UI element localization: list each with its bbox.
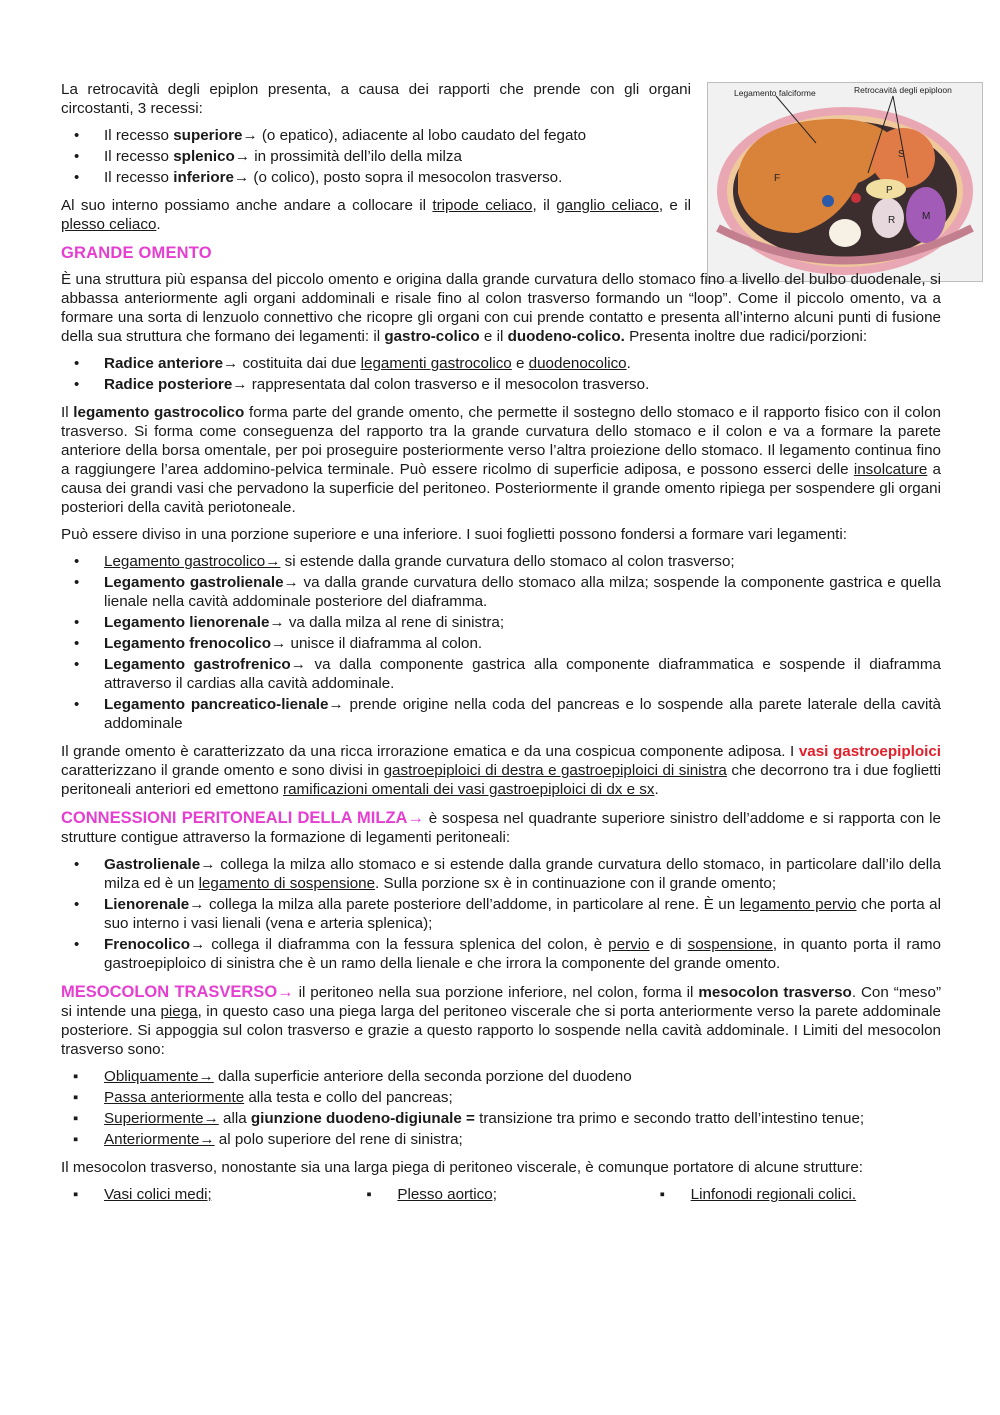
division-paragraph: Può essere diviso in una porzione superiore e una inferiore. I suoi foglietti possono fondersi a formare vari legamenti:: [61, 526, 847, 543]
figure-letter-s: S: [898, 149, 905, 160]
document-page: [61, 80, 941, 1204]
list-item: • Legamento gastrofrenico→ va dalla componente gastrica alla componente diaframmatica e sospende il diaframma attraverso il cardias alla cavità addominale.: [61, 655, 941, 693]
list-item: ▪ Anteriormente→ al polo superiore del rene di sinistra;: [61, 1130, 941, 1149]
list-item: • Legamento lienorenale→ va dalla milza al rene di sinistra;: [61, 613, 941, 632]
milza-list: [61, 855, 941, 973]
strutture-paragraph: Il mesocolon trasverso, nonostante sia una larga piega di peritoneo viscerale, è comunque portatore di alcune strutture:: [61, 1159, 864, 1176]
figure-letter-p: P: [886, 185, 893, 196]
recesses-list: [61, 126, 941, 187]
list-item: • Radice posteriore→ rappresentata dal colon trasverso e il mesocolon trasverso.: [61, 375, 941, 394]
list-item: ▪ Passa anteriormente alla testa e collo del pancreas;: [61, 1088, 941, 1107]
list-item: • Il recesso splenico→ in prossimità dell’ilo della milza: [61, 147, 694, 166]
list-item: • Legamento pancreatico-lienale→ prende origine nella coda del pancreas e lo sospende alla parete laterale della cavità addominale: [61, 695, 941, 733]
heading-grande-omento: GRANDE OMENTO: [61, 244, 212, 262]
radici-list: [61, 354, 941, 394]
figure-label-falciform: Legamento falciforme: [734, 88, 816, 98]
list-item: ▪ Superiormente→ alla giunzione duodeno-digiunale = transizione tra primo e secondo tratto dell’intestino tenue;: [61, 1109, 941, 1128]
intro-paragraph: La retrocavità degli epiplon presenta, a causa dei rapporti che prende con gli organi circostanti, 3 recessi:: [61, 81, 691, 117]
list-item: • Il recesso superiore→ (o epatico), adiacente al lobo caudato del fegato: [61, 126, 694, 145]
limiti-list: [61, 1067, 941, 1149]
list-item: • Legamento gastrocolico→ si estende dalla grande curvatura dello stomaco al colon trasverso;: [61, 552, 941, 571]
list-item: ▪ Vasi colici medi;: [61, 1185, 354, 1204]
gastrocolico-paragraph: Il legamento gastrocolico forma parte del grande omento, che permette il sostegno dello stomaco e il rapporto fisico con il colon trasverso. Si forma come conseguenza del rapporto tra la grande curvatura dello stomaco e il colon e va a formare la parete anteriore della borsa omentale, per poi proseguire posteriormente verso l’altra proiezione dello stomaco. Il legamento continua fino a raggiungere l’area addomino-pelvica terminale. Può essere ricolmo di superficie adiposa, e possono esserci delle insolcature a causa dei grandi vasi che pervadono la superficie del peritoneo. Posteriormente il grande omento ripiega per sospendere gli organi posteriori della cavità periotoneale.: [61, 404, 941, 516]
list-item: • Legamento frenocolico→ unisce il diaframma al colon.: [61, 634, 941, 653]
figure-letter-r: R: [888, 215, 896, 226]
list-item: • Frenocolico→ collega il diaframma con la fessura splenica del colon, è pervio e di sospensione, in quanto porta il ramo gastroepiploico di sinistra che è un ramo della lienale e che irrora la componente del grande omento.: [61, 935, 941, 973]
celiac-paragraph: Al suo interno possiamo anche andare a collocare il tripode celiaco, il ganglio celiaco, e il plesso celiaco.: [61, 197, 691, 233]
heading-mesocolon: MESOCOLON TRASVERSO→: [61, 983, 294, 1001]
list-item: • Lienorenale→ collega la milza alla parete posteriore dell’addome, in particolare al rene. È un legamento pervio che porta al suo interno i vasi lienali (vena e arteria splenica);: [61, 895, 941, 933]
figure-letter-m: M: [922, 211, 931, 222]
mesocolon-paragraph: MESOCOLON TRASVERSO→ il peritoneo nella sua porzione inferiore, nel colon, forma il mesocolon trasverso. Con “meso” si intende una piega, in questo caso una piega larga del peritoneo viscerale che si porta anteriormente verso la parete addominale posteriore. Si appoggia sul colon trasverso e grazie a questo rapporto lo sospende nella cavità addominale. I Limiti del mesocolon trasverso sono:: [61, 983, 942, 1058]
list-item: • Gastrolienale→ collega la milza allo stomaco e si estende dalla grande curvatura dello stomaco, in particolare dall’ilo della milza ed è un legamento di sospensione. Sulla porzione sx è in continuazione con il grande omento;: [61, 855, 941, 893]
figure-label-retrocavity: Retrocavità degli epiploon: [854, 85, 952, 95]
list-item: • Radice anteriore→ costituita dai due legamenti gastrocolico e duodenocolico.: [61, 354, 941, 373]
strutture-list: [61, 1185, 941, 1204]
heading-milza: CONNESSIONI PERITONEALI DELLA MILZA→: [61, 809, 424, 827]
list-item: ▪ Obliquamente→ dalla superficie anteriore della seconda porzione del duodeno: [61, 1067, 941, 1086]
figure-letter-f: F: [774, 173, 781, 184]
legamenti-list: [61, 552, 941, 733]
list-item: ▪ Plesso aortico;: [354, 1185, 647, 1204]
list-item: ▪ Linfonodi regionali colici.: [648, 1185, 941, 1204]
list-item: • Il recesso inferiore→ (o colico), posto sopra il mesocolon trasverso.: [61, 168, 694, 187]
list-item: • Legamento gastrolienale→ va dalla grande curvatura dello stomaco alla milza; sospende la componente gastrica e quella lienale nella cavità addominale posteriore del diaframma.: [61, 573, 941, 611]
vasi-paragraph: Il grande omento è caratterizzato da una ricca irrorazione ematica e da una cospicua componente adiposa. I vasi gastroepiploici caratterizzano il grande omento e sono divisi in gastroepiploici di destra e gastroepiploici di sinistra che decorrono tra i due foglietti peritoneali anteriori ed emettono ramificazioni omentali dei vasi gastroepiploici di dx e sx.: [61, 743, 941, 798]
milza-paragraph: CONNESSIONI PERITONEALI DELLA MILZA→ è sospesa nel quadrante superiore sinistro dell’addome e si rapporta con le strutture contigue attraverso la formazione di legamenti peritoneali:: [61, 809, 941, 846]
grande-omento-paragraph: È una struttura più espansa del piccolo omento e origina dalla grande curvatura dello stomaco fino a livello del bulbo duodenale, si abbassa anteriormente agli organi addominali e risale fino al colon trasverso formando un “loop”. Come il piccolo omento, va a formare una sorta di lenzuolo connettivo che ricopre gli organi con cui prende contatto e presenta all’interno alcuni punti di fusione della sua struttura che formano dei legamenti: il gastro-colico e il duodeno-colico. Presenta inoltre due radici/porzioni:: [61, 271, 941, 345]
